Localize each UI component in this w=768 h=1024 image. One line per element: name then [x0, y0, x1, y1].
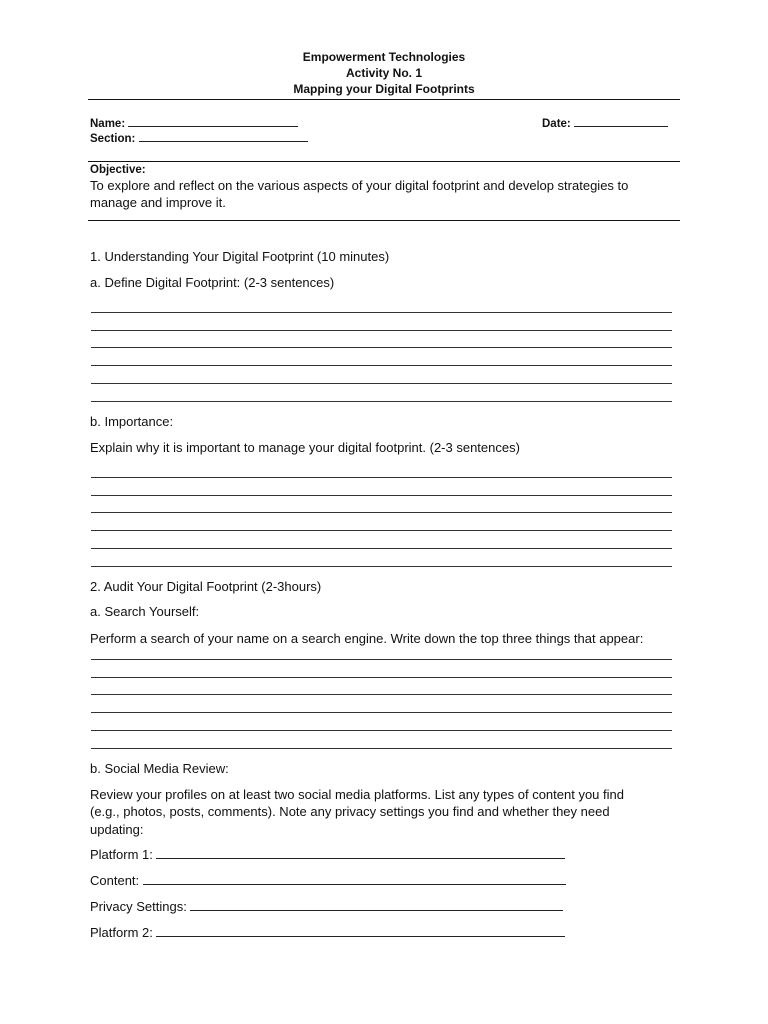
answer-line[interactable] [91, 730, 672, 731]
answer-line[interactable] [91, 659, 672, 660]
privacy-settings-label: Privacy Settings: [90, 899, 187, 914]
subject-title: Empowerment Technologies [302, 50, 466, 64]
content-field[interactable] [143, 872, 566, 885]
answer-line[interactable] [91, 347, 672, 348]
date-field[interactable] [574, 115, 668, 127]
platform2-field[interactable] [156, 924, 565, 937]
date-row [542, 115, 668, 131]
activity-number: Activity No. 1 [345, 66, 423, 80]
section-field[interactable] [139, 130, 308, 142]
answer-line[interactable] [91, 712, 672, 713]
part2-heading: 2. Audit Your Digital Footprint (2-3hours) [90, 579, 322, 594]
answer-line[interactable] [91, 477, 672, 478]
header-divider [88, 99, 680, 100]
part2-b-prompt-3: updating: [90, 822, 144, 837]
answer-line[interactable] [91, 495, 672, 496]
answer-line[interactable] [91, 330, 672, 331]
name-row [90, 115, 298, 131]
objective-line-1: To explore and reflect on the various aspects of your digital footprint and develop strategies to [90, 178, 629, 193]
platform1-field[interactable] [156, 846, 565, 859]
date-label: Date: [542, 118, 571, 130]
answer-line[interactable] [91, 365, 672, 366]
answer-line[interactable] [91, 512, 672, 513]
part2-b-label: b. Social Media Review: [90, 761, 229, 776]
answer-line[interactable] [91, 383, 672, 384]
objective-bottom-divider [88, 220, 680, 221]
answer-line[interactable] [91, 748, 672, 749]
privacy-settings-field[interactable] [190, 898, 563, 911]
activity-title: Mapping your Digital Footprints [293, 82, 475, 96]
objective-top-divider [88, 161, 680, 162]
section-row [90, 130, 308, 146]
answer-line[interactable] [91, 312, 672, 313]
part1-a-label: a. Define Digital Footprint: (2-3 sentences) [90, 275, 335, 290]
platform2-label: Platform 2: [90, 925, 153, 940]
answer-line[interactable] [91, 530, 672, 531]
content-label: Content: [90, 873, 140, 888]
part2-b-prompt-1: Review your profiles on at least two social media platforms. List any types of content you find [90, 787, 624, 802]
part1-b-label: b. Importance: [90, 414, 174, 429]
answer-line[interactable] [91, 677, 672, 678]
part1-heading: 1. Understanding Your Digital Footprint (10 minutes) [90, 249, 390, 264]
part2-a-label: a. Search Yourself: [90, 604, 200, 619]
part2-b-prompt-2: (e.g., photos, posts, comments). Note any privacy settings you find and whether they need [90, 804, 610, 819]
answer-line[interactable] [91, 694, 672, 695]
platform1-label: Platform 1: [90, 847, 153, 862]
part1-b-prompt: Explain why it is important to manage your digital footprint. (2-3 sentences) [90, 440, 520, 455]
part2-a-prompt: Perform a search of your name on a search engine. Write down the top three things that appear: [90, 631, 644, 646]
answer-line[interactable] [91, 401, 672, 402]
answer-line[interactable] [91, 548, 672, 549]
privacy-row [90, 898, 563, 915]
objective-label: Objective: [90, 164, 146, 176]
platform1-row [90, 846, 565, 863]
content-row [90, 872, 566, 889]
platform2-row [90, 924, 565, 941]
name-field[interactable] [128, 115, 298, 127]
answer-line[interactable] [91, 566, 672, 567]
objective-line-2: manage and improve it. [90, 195, 226, 210]
section-label: Section: [90, 133, 136, 145]
name-label: Name: [90, 118, 126, 130]
